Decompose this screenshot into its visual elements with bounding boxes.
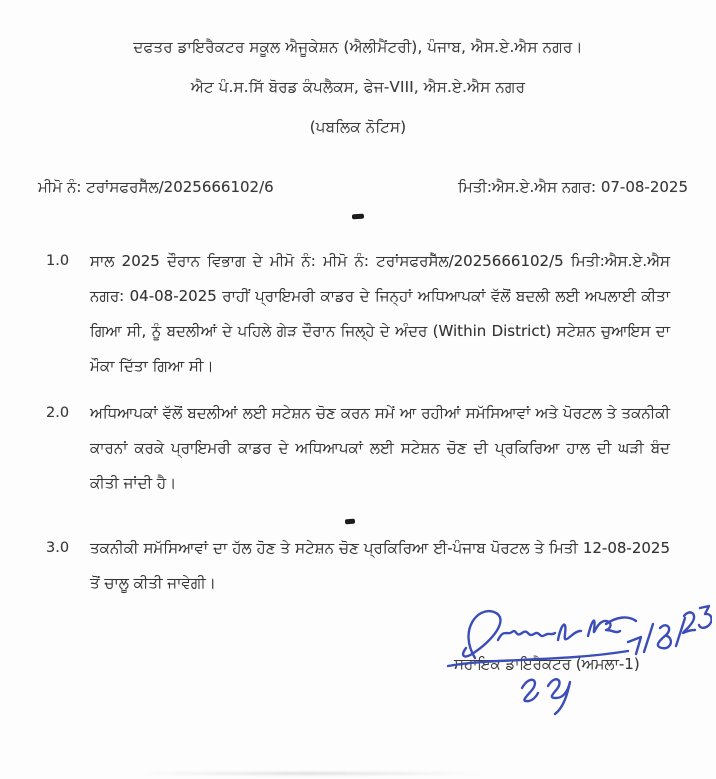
office-address-line: ਐਟ ਪੰ.ਸ.ਸਿੱ ਬੋਰਡ ਕੰਪਲੈਕਸ, ਫੇਜ-VIII, ਐਸ.ਏ.ਐਸ ਨਗਰ xyxy=(190,78,526,96)
handwritten-signature-ink xyxy=(420,596,712,728)
signatory-designation: ਸਹਾਇਕ ਡਾਇਰੈਕਟਰ (ਅਮਲਾ-1) xyxy=(454,655,640,673)
notice-body xyxy=(46,244,670,613)
memo-date: ਮਿਤੀ:ਐਸ.ਏ.ਐਸ ਨਗਰ: 07-08-2025 xyxy=(458,178,688,196)
memo-row xyxy=(38,178,688,196)
notice-title: (ਪਬਲਿਕ ਨੋਟਿਸ) xyxy=(309,118,407,136)
paragraph-3 xyxy=(46,531,670,601)
paragraph-number: 1.0 xyxy=(46,253,70,269)
paragraph-number: 2.0 xyxy=(46,405,70,421)
memo-number: ਮੀਮੋ ਨੰ: ਟਰਾਂਸਫਰਸੈੱਲ/2025666102/6 xyxy=(38,178,274,196)
paragraph-text: ਅਧਿਆਪਕਾਂ ਵੱਲੋਂ ਬਦਲੀਆਂ ਲਈ ਸਟੇਸ਼ਨ ਚੋਣ ਕਰਨ ਸਮੇਂ ਆ ਰਹੀਆਂ ਸਮੱਸਿਆਵਾਂ ਅਤੇ ਪੋਰਟਲ ਤੇ ਤਕਨੀਕੀ ਕਾਰਨਾਂ ਕਰਕੇ ਪ੍ਰਾਇਮਰੀ ਕਾਡਰ ਦੇ ਅਧਿਆਪਕਾਂ ਲਈ ਸਟੇਸ਼ਨ ਚੋਣ ਦੀ ਪ੍ਰਕਿਰਿਆ ਹਾਲ ਦੀ ਘੜੀ ਬੰਦ ਕੀਤੀ ਜਾਂਦੀ ਹੈ। xyxy=(90,404,670,492)
office-name-line: ਦਫਤਰ ਡਾਇਰੈਕਟਰ ਸਕੂਲ ਐਜੂਕੇਸ਼ਨ (ਐਲੀਮੈਂਟਰੀ), ਪੰਜਾਬ, ਐਸ.ਏ.ਐਸ ਨਗਰ। xyxy=(133,38,583,56)
paragraph-1 xyxy=(46,244,670,384)
scan-edge-artifact xyxy=(140,772,480,775)
ink-dot-mark xyxy=(352,214,364,220)
paragraph-text: ਸਾਲ 2025 ਦੌਰਾਨ ਵਿਭਾਗ ਦੇ ਮੀਮੋ ਨੰ: ਮੀਮੋ ਨੰ: ਟਰਾਂਸਫਰਸੈੱਲ/2025666102/5 ਮਿਤੀ:ਐਸ.ਏ.ਐਸ ਨਗਰ: 04-08-2025 ਰਾਹੀਂ ਪ੍ਰਾਇਮਰੀ ਕਾਡਰ ਦੇ ਜਿਨ੍ਹਾਂ ਅਧਿਆਪਕਾਂ ਵੱਲੋਂ ਬਦਲੀ ਲਈ ਅਪਲਾਈ ਕੀਤਾ ਗਿਆ ਸੀ, ਨੂੰ ਬਦਲੀਆਂ ਦੇ ਪਹਿਲੇ ਗੇੜ ਦੌਰਾਨ ਜਿਲ੍ਹੇ ਦੇ ਅੰਦਰ (Within District) ਸਟੇਸ਼ਨ ਚੁਆਇਸ ਦਾ ਮੌਕਾ ਦਿੱਤਾ ਗਿਆ ਸੀ। xyxy=(90,252,670,375)
signature-block xyxy=(420,596,712,728)
paragraph-2 xyxy=(46,396,670,501)
letterhead xyxy=(0,36,716,156)
paragraph-text: ਤਕਨੀਕੀ ਸਮੱਸਿਆਵਾਂ ਦਾ ਹੱਲ ਹੋਣ ਤੇ ਸਟੇਸ਼ਨ ਚੋਣ ਪ੍ਰਕਿਰਿਆ ਈ-ਪੰਜਾਬ ਪੋਰਟਲ ਤੇ ਮਿਤੀ 12-08-2025 ਤੋਂ ਚਾਲੂ ਕੀਤੀ ਜਾਵੇਗੀ। xyxy=(90,539,670,592)
paragraph-number: 3.0 xyxy=(46,540,70,556)
